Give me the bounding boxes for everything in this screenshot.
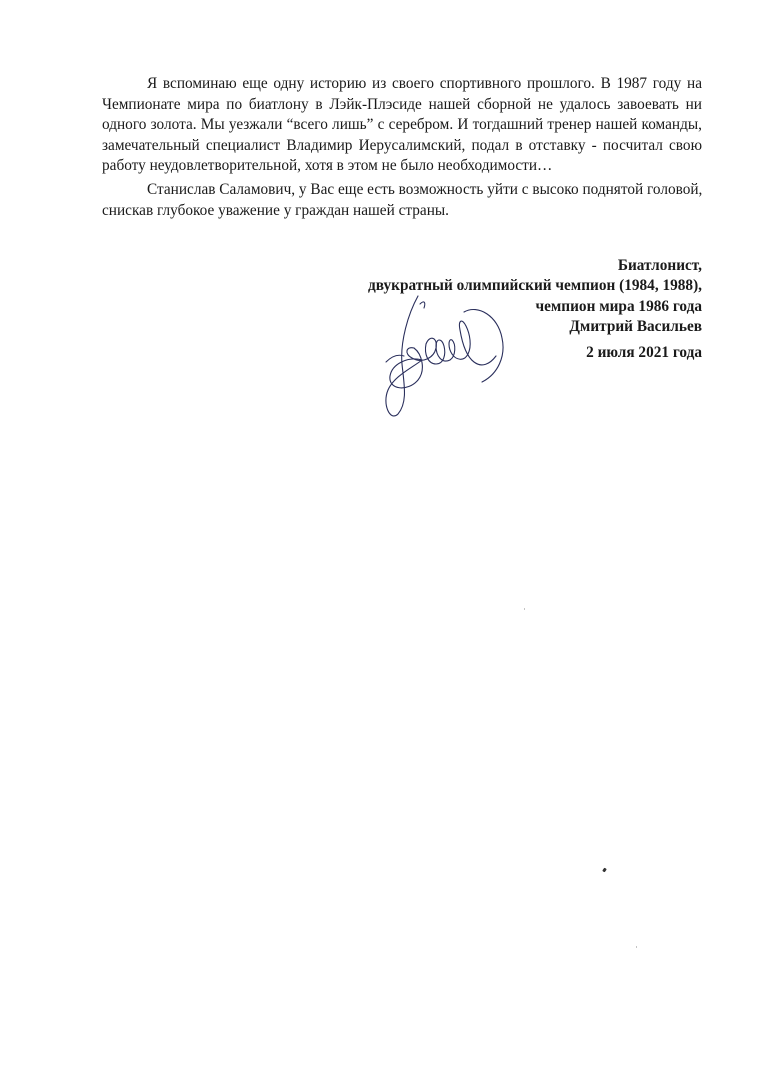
- paragraph-1: [102, 74, 702, 177]
- paragraph-2-line: Станислав Саламович, у Вас еще есть возможность уйти с высоко поднятой головой,: [147, 181, 703, 198]
- letter-date: 2 июля 2021 года: [586, 344, 702, 361]
- paragraph-1-line: работу неудовлетворительной, хотя в этом не было необходимости…: [102, 157, 553, 175]
- signer-role: Биатлонист,: [617, 257, 702, 274]
- handwritten-signature: [378, 294, 508, 422]
- paragraph-1-line: одного золота. Мы уезжали “всего лишь” с серебром. И тогдашний тренер нашей команды,: [102, 116, 702, 134]
- scan-speck: [636, 946, 637, 948]
- signer-title-olympic: двукратный олимпийский чемпион (1984, 1988),: [368, 277, 702, 295]
- paragraph-1-line: Я вспоминаю еще одну историю из своего спортивного прошлого. В 1987 году на: [147, 75, 702, 92]
- signer-title-world: чемпион мира 1986 года: [535, 297, 702, 315]
- scan-speck: [602, 868, 607, 873]
- scan-speck: [524, 608, 525, 610]
- paragraph-2-line: снискав глубокое уважение у граждан нашей страны.: [102, 201, 449, 219]
- paragraph-2: [102, 180, 702, 221]
- signer-name: Дмитрий Васильев: [569, 318, 702, 336]
- paragraph-1-line: замечательный специалист Владимир Иерусалимский, подал в отставку - посчитал свою: [102, 136, 702, 154]
- paragraph-1-line: Чемпионате мира по биатлону в Лэйк-Плэсиде нашей сборной не удалось завоевать ни: [102, 95, 702, 113]
